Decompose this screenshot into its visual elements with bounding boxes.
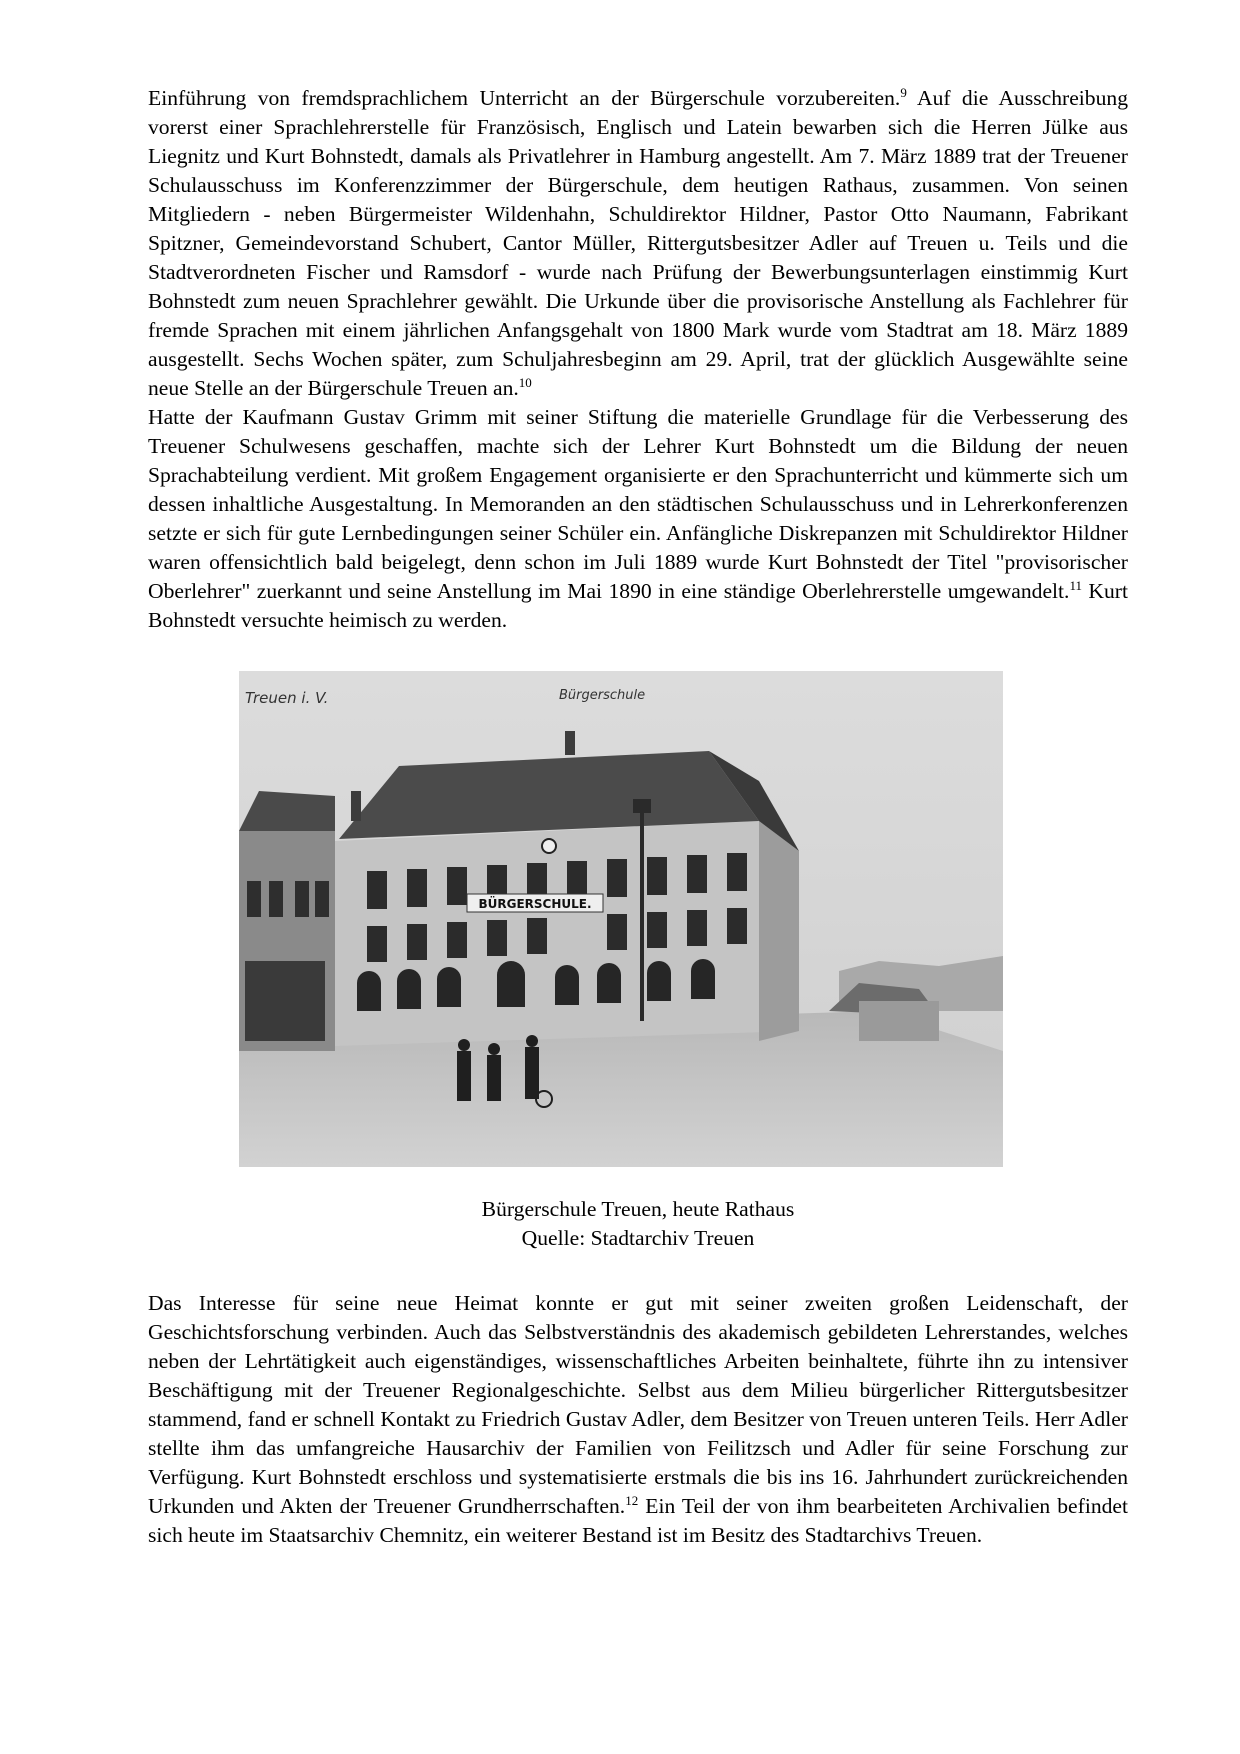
paragraph-1-text-b: Auf die Ausschreibung vorerst einer Sprachlehrerstelle für Französisch, Englisch und Latein bewarben sich die Herren Jülke aus Liegnitz und Kurt Bohnstedt, damals als Privatlehrer in Hamburg angestellt. Am 7. März 1889 trat der Treuener Schulausschuss im Konferenzzimmer der Bürgerschule, dem heutigen Rathaus, zusammen. Von seinen Mitgliedern - neben Bürgermeister Wildenhahn, Schuldirektor Hildner, Pastor Otto Naumann, Fabrikant Spitzner, Gemeindevorstand Schubert, Cantor Müller, Rittergutsbesitzer Adler auf Treuen u. Teils und die Stadtverordneten Fischer und Ramsdorf - wurde nach Prüfung der Bewerbungsunterlagen einstimmig Kurt Bohnstedt zum neuen Sprachlehrer gewählt. Die Urkunde über die provisorische Anstellung als Fachlehrer für fremde Sprachen mit einem jährlichen Anfangsgehalt von 1800 Mark wurde vom Stadtrat am 18. März 1889 ausgestellt. Sechs Wochen später, zum Schuljahresbeginn am 29. April, trat der glücklich Ausgewählte seine neue Stelle an der Bürgerschule Treuen an. <box>148 86 1128 400</box>
caption-line-1: Bürgerschule Treuen, heute Rathaus <box>481 1197 795 1221</box>
paragraph-1 <box>148 84 1128 403</box>
paragraph-2-text-a: Hatte der Kaufmann Gustav Grimm mit seiner Stiftung die materielle Grundlage für die Verbesserung des Treuener Schulwesens geschaffen, machte sich der Lehrer Kurt Bohnstedt um die Bildung der neuen Sprachabteilung verdient. Mit großem Engagement organisierte er den Sprachunterricht und kümmerte sich um dessen inhaltliche Ausgestaltung. In Memoranden an den städtischen Schulausschuss und in Lehrerkonferenzen setzte er sich für gute Lernbedingungen seiner Schüler ein. Anfängliche Diskrepanzen mit Schuldirektor Hildner waren offensichtlich bald beigelegt, denn schon im Juli 1889 wurde Kurt Bohnstedt der Titel "provisorischer Oberlehrer" zuerkannt und seine Anstellung im Mai 1890 in eine ständige Oberlehrerstelle umgewandelt. <box>148 405 1128 603</box>
footnote-ref-9[interactable]: 9 <box>900 84 907 100</box>
paragraph-3-text-b: Ein Teil der von ihm bearbeiteten Archivalien befindet sich heute im Staatsarchiv Chemnitz, ein weiterer Bestand ist im Besitz des Stadtarchivs Treuen. <box>148 1494 1129 1547</box>
footnote-ref-10[interactable]: 10 <box>518 374 532 390</box>
paragraph-3 <box>148 1289 1128 1550</box>
footnote-ref-12[interactable]: 12 <box>625 1492 639 1508</box>
postcard-corner-text-left: Treuen i. V. <box>245 689 329 707</box>
postcard-corner-text-top: Bürgerschule <box>559 688 646 703</box>
paragraph-2-text-b: Kurt Bohnstedt versuchte heimisch zu werden. <box>148 579 1128 632</box>
footnote-ref-11[interactable]: 11 <box>1069 577 1082 593</box>
document-page <box>148 84 1128 1550</box>
figure-caption <box>148 1195 1128 1253</box>
paragraph-2 <box>148 403 1128 635</box>
figure <box>148 671 1128 1253</box>
facade-sign-text: BÜRGERSCHULE. <box>478 897 592 911</box>
paragraph-1-text-a: Einführung von fremdsprachlichem Unterricht an der Bürgerschule vorzubereiten. <box>148 86 901 110</box>
caption-line-2: Quelle: Stadtarchiv Treuen <box>521 1226 755 1250</box>
paragraph-3-text-a: Das Interesse für seine neue Heimat konnte er gut mit seiner zweiten großen Leidenschaft, der Geschichtsforschung verbinden. Auch das Selbstverständnis des akademisch gebildeten Lehrerstandes, welches neben der Lehrtätigkeit auch eigenständiges, wissenschaftliches Arbeiten beinhaltete, führte ihn zu intensiver Beschäftigung mit der Treuener Regionalgeschichte. Selbst aus dem Milieu bürgerlicher Rittergutsbesitzer stammend, fand er schnell Kontakt zu Friedrich Gustav Adler, dem Besitzer von Treuen unteren Teils. Herr Adler stellte ihm das umfangreiche Hausarchiv der Familien von Feilitzsch und Adler für seine Forschung zur Verfügung. Kurt Bohnstedt erschloss und systematisierte erstmals die bis ins 16. Jahrhundert zurückreichenden Urkunden und Akten der Treuener Grundherrschaften. <box>148 1291 1128 1518</box>
historic-postcard-photo <box>239 671 1003 1167</box>
